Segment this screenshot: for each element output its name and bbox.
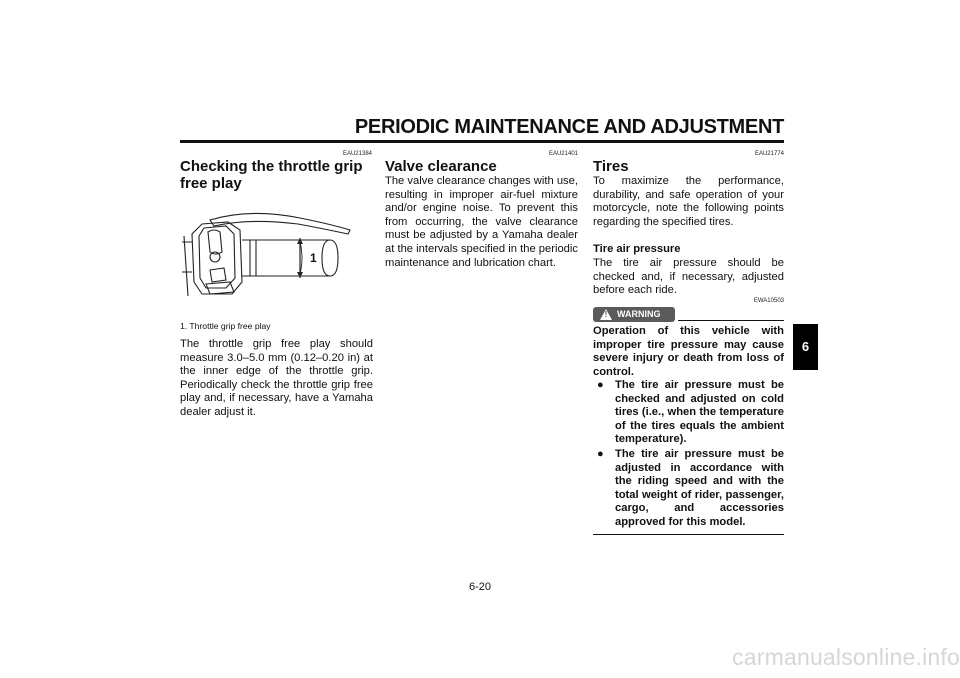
warning-rule-bottom — [593, 534, 784, 535]
subheading-tire-pressure: Tire air pressure — [593, 243, 681, 255]
section-heading-tires: Tires — [593, 158, 629, 175]
bullet-text: The tire air pressure must be checked and adjusted on cold tires (i.e., when the temperature of the tires equals the ambient temperature). — [615, 379, 784, 446]
figure-caption: 1. Throttle grip free play — [180, 321, 271, 331]
bullet-icon: ● — [597, 379, 604, 391]
throttle-paragraph: The throttle grip free play should measure 3.0–5.0 mm (0.12–0.20 in) at the inner edge of the throttle grip. Periodically check the throttle grip free play and, if necessary, have a Yamaha dealer adjust it. — [180, 338, 373, 418]
page-title: PERIODIC MAINTENANCE AND ADJUSTMENT — [354, 116, 784, 138]
bullet-icon: ● — [597, 448, 604, 460]
list-item — [597, 448, 784, 530]
valve-paragraph: The valve clearance changes with use, resulting in improper air-fuel mixture and/or engine noise. To prevent this from occurring, the valve clearance must be adjusted by a Yamaha dealer at the intervals specified in the periodic maintenance and lubrication chart. — [385, 175, 578, 269]
figure-callout-1: 1 — [310, 251, 317, 265]
section-heading-valve: Valve clearance — [385, 158, 497, 175]
warning-code: EWA10503 — [753, 298, 784, 304]
tire-pressure-paragraph: The tire air pressure should be checked and, if necessary, adjusted before each ride. — [593, 257, 784, 297]
tires-intro: To maximize the performance, durability, and safe operation of your motorcycle, note the following points regarding the specified tires. — [593, 175, 784, 228]
section-heading-throttle: Checking the throttle grip free play — [180, 158, 363, 192]
warning-text: Operation of this vehicle with improper tire pressure may cause severe injury or death from loss of control. — [593, 325, 784, 378]
watermark: carmanualsonline.info — [732, 644, 960, 670]
list-item — [597, 379, 784, 447]
chapter-tab: 6 — [793, 324, 818, 370]
throttle-grip-illustration — [180, 212, 360, 302]
page-number: 6-20 — [468, 581, 492, 593]
section-code: EAU21384 — [342, 151, 372, 157]
warning-rule-top — [678, 320, 784, 321]
bullet-text: The tire air pressure must be adjusted in accordance with the riding speed and with the total weight of rider, passenger, cargo, and accessories approved for this model. — [615, 448, 784, 528]
header-rule — [180, 140, 784, 143]
warning-badge: ! WARNING — [593, 307, 675, 322]
section-code: EAU21774 — [754, 151, 784, 157]
warning-label: WARNING — [617, 309, 661, 319]
section-code: EAU21401 — [548, 151, 578, 157]
